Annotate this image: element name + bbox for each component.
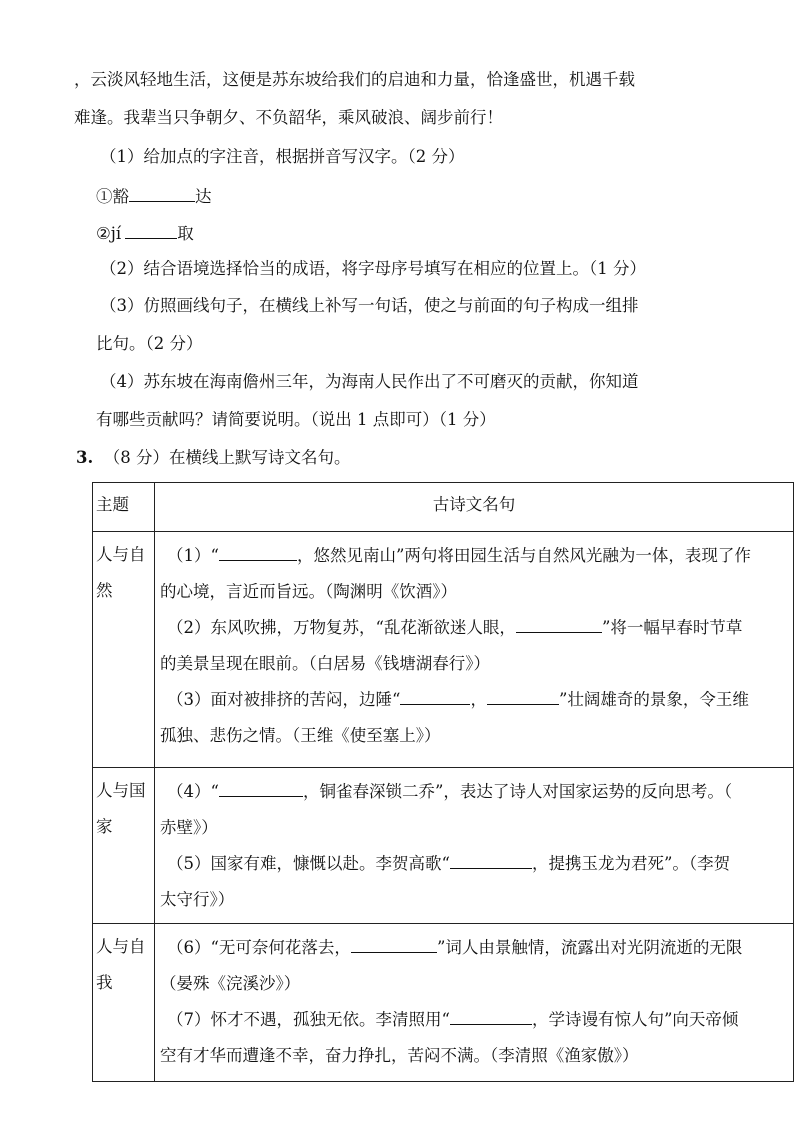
- sentence-line: （6）“无可奈何花落去， ”词人由景触情，流露出对光阴流逝的无限: [167, 938, 743, 957]
- table-row: [93, 924, 794, 1082]
- sentence-line: （5）国家有难，慷慨以赴。李贺高歌“ ，提携玉龙为君死”。（李贺: [167, 854, 731, 873]
- content-cell: [155, 532, 794, 768]
- answer-blank[interactable]: [125, 222, 177, 239]
- question-1: （1）给加点的字注音，根据拼音写汉字。（2 分）: [100, 147, 465, 166]
- answer-blank[interactable]: [129, 185, 195, 202]
- item-b-prefix: ②jí: [96, 224, 122, 243]
- list-item: [155, 1002, 793, 1074]
- theme-cell: [93, 924, 155, 1082]
- header-content: 古诗文名句: [155, 483, 794, 532]
- question-3-line-2: 比句。（2 分）: [96, 334, 203, 353]
- theme-line: 人与国: [96, 781, 146, 800]
- theme-line: 我: [96, 973, 113, 992]
- answer-blank[interactable]: [450, 1008, 532, 1025]
- answer-blank[interactable]: [516, 616, 602, 633]
- question-1-item-a: [96, 185, 212, 207]
- theme-line: 人与自: [96, 545, 146, 564]
- theme-cell: [93, 768, 155, 924]
- theme-line: 人与自: [96, 937, 146, 956]
- question-4-line-1: （4）苏东坡在海南儋州三年，为海南人民作出了不可磨灭的贡献，你知道: [100, 372, 639, 391]
- answer-blank[interactable]: [351, 936, 437, 953]
- question-3-line-1: （3）仿照画线句子，在横线上补写一句话，使之与前面的句子构成一组排: [100, 296, 639, 315]
- item-a-suffix: 达: [195, 187, 212, 206]
- section-3-heading: [76, 448, 350, 468]
- poem-table: [92, 482, 794, 1082]
- section-title: （8 分）在横线上默写诗文名句。: [103, 448, 351, 467]
- sentence-line: （4）“ ，铜雀春深锁二乔”，表达了诗人对国家运势的反向思考。（: [167, 782, 733, 801]
- sentence-line: 的心境，言近而旨远。（陶渊明《饮酒》）: [160, 582, 457, 601]
- sentence-line: （1）“ ，悠然见南山”两句将田园生活与自然风光融为一体，表现了作: [167, 546, 751, 565]
- theme-line: 然: [96, 581, 113, 600]
- theme-cell: [93, 532, 155, 768]
- intro-line-1: ，云淡风轻地生活，这便是苏东坡给我们的启迪和力量，恰逢盛世，机遇千载: [74, 70, 635, 89]
- question-2: （2）结合语境选择恰当的成语，将字母序号填写在相应的位置上。（1 分）: [100, 259, 646, 278]
- table-row: [93, 532, 794, 768]
- list-item: [155, 768, 793, 846]
- sentence-line: （2）东风吹拂，万物复苏，“乱花渐欲迷人眼， ”将一幅早春时节草: [167, 618, 743, 637]
- sentence-line: （晏殊《浣溪沙》）: [160, 974, 301, 993]
- sentence-line: 空有才华而遭逢不幸，奋力挣扎，苦闷不满。（李清照《渔家傲》）: [160, 1046, 639, 1065]
- content-cell: [155, 768, 794, 924]
- answer-blank[interactable]: [487, 688, 559, 705]
- answer-blank[interactable]: [400, 688, 470, 705]
- question-1-item-b: [96, 222, 194, 244]
- intro-line-2: 难逢。我辈当只争朝夕、不负韶华，乘风破浪、阔步前行！: [74, 108, 503, 127]
- header-theme: 主题: [93, 483, 155, 532]
- list-item: [155, 610, 793, 682]
- sentence-line: 太守行》）: [160, 890, 235, 909]
- item-a-prefix: ①豁: [96, 187, 129, 206]
- sentence-line: （3）面对被排挤的苦闷，边陲“ ， ”壮阔雄奇的景象，令王维: [167, 690, 749, 709]
- section-number: 3.: [76, 448, 94, 467]
- table-row: [93, 768, 794, 924]
- list-item: [155, 532, 793, 610]
- list-item: [155, 682, 793, 754]
- answer-blank[interactable]: [219, 780, 303, 797]
- list-item: [155, 846, 793, 918]
- sentence-line: （7）怀才不遇，孤独无依。李清照用“ ，学诗谩有惊人句”向天帝倾: [167, 1010, 739, 1029]
- answer-blank[interactable]: [219, 544, 297, 561]
- sentence-line: 赤壁》）: [160, 818, 218, 837]
- sentence-line: 孤独、悲伤之情。（王维《使至塞上》）: [160, 726, 441, 745]
- answer-blank[interactable]: [450, 852, 532, 869]
- theme-line: 家: [96, 817, 113, 836]
- question-4-line-2: 有哪些贡献吗？请简要说明。（说出 1 点即可）（1 分）: [96, 410, 496, 429]
- list-item: [155, 924, 793, 1002]
- sentence-line: 的美景呈现在眼前。（白居易《钱塘湖春行》）: [160, 654, 490, 673]
- content-cell: [155, 924, 794, 1082]
- table-header-row: [93, 483, 794, 532]
- item-b-suffix: 取: [177, 224, 194, 243]
